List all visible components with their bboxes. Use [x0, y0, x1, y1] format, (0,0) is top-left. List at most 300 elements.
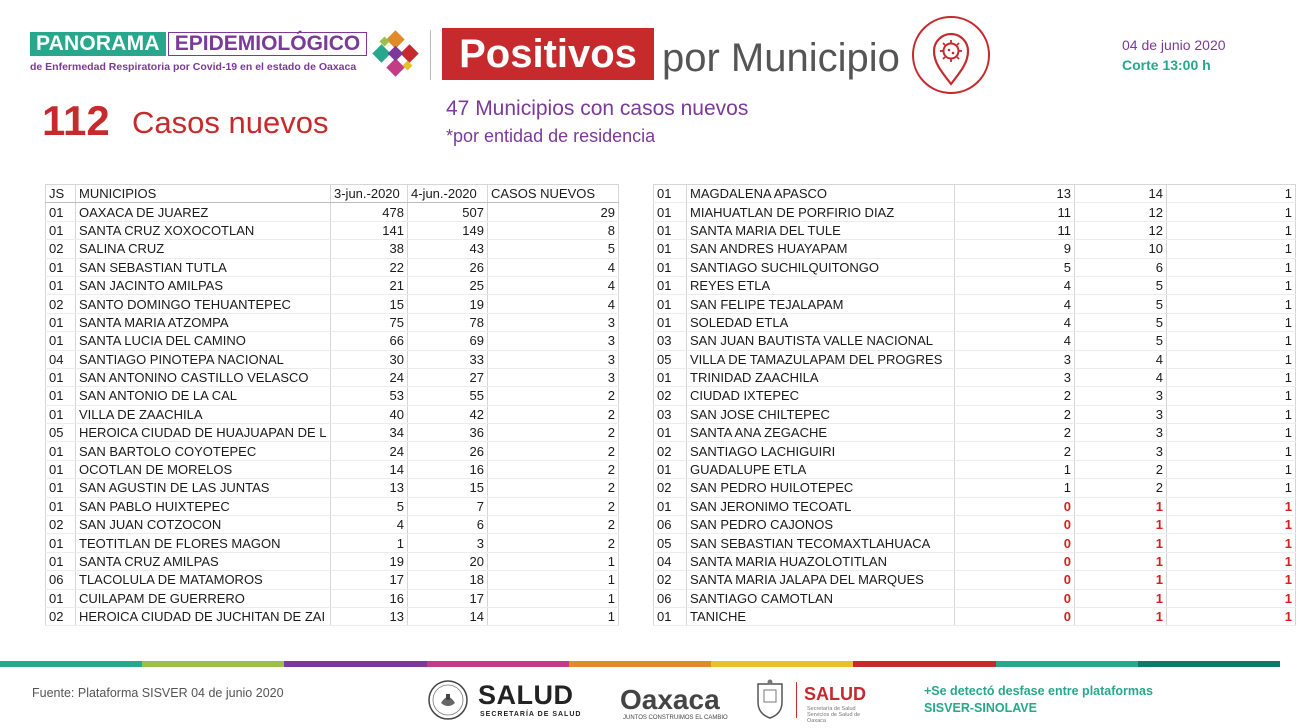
table-row — [46, 460, 619, 478]
table-row — [46, 552, 619, 570]
cell-new-cases: 1 — [488, 589, 619, 607]
table-row — [46, 203, 619, 221]
cell-jurisdiction: 01 — [654, 276, 687, 294]
cell-new-cases: 2 — [488, 405, 619, 423]
cell-cases-jun4: 12 — [1075, 221, 1167, 239]
cell-municipality: SANTIAGO SUCHILQUITONGO — [687, 258, 955, 276]
cell-jurisdiction: 02 — [46, 295, 76, 313]
cell-cases-jun3: 14 — [331, 460, 408, 478]
salud-oaxaca-subtitle: Secretaría de Salud Servicios de Salud de Oaxaca — [807, 706, 861, 724]
table-row — [654, 313, 1296, 331]
cell-jurisdiction: 02 — [654, 442, 687, 460]
table-row — [46, 295, 619, 313]
cell-jurisdiction: 01 — [46, 221, 76, 239]
cell-jurisdiction: 02 — [654, 387, 687, 405]
cell-cases-jun3: 40 — [331, 405, 408, 423]
salud-logo: SALUD — [478, 680, 574, 710]
cell-cases-jun4: 149 — [408, 221, 488, 239]
cell-cases-jun3: 0 — [955, 534, 1075, 552]
cell-municipality: SANTA LUCIA DEL CAMINO — [76, 332, 331, 350]
cell-jurisdiction: 01 — [654, 424, 687, 442]
cell-cases-jun3: 38 — [331, 240, 408, 258]
table-row — [654, 607, 1296, 625]
cell-cases-jun3: 2 — [955, 424, 1075, 442]
cell-cases-jun3: 2 — [955, 405, 1075, 423]
brand-panorama: PANORAMA — [30, 32, 166, 56]
cell-new-cases: 8 — [488, 221, 619, 239]
cell-jurisdiction: 05 — [46, 424, 76, 442]
cell-municipality: SANTA CRUZ AMILPAS — [76, 552, 331, 570]
table-row — [46, 387, 619, 405]
cell-municipality: SANTA ANA ZEGACHE — [687, 424, 955, 442]
cell-new-cases: 1 — [1167, 276, 1296, 294]
cell-cases-jun4: 18 — [408, 571, 488, 589]
cell-cases-jun4: 1 — [1075, 607, 1167, 625]
table-row — [654, 387, 1296, 405]
cell-new-cases: 2 — [488, 460, 619, 478]
cell-new-cases: 1 — [1167, 552, 1296, 570]
cell-new-cases: 1 — [1167, 240, 1296, 258]
cell-cases-jun3: 0 — [955, 589, 1075, 607]
cell-jurisdiction: 01 — [654, 368, 687, 386]
cell-cases-jun4: 20 — [408, 552, 488, 570]
municipalities-table-right — [653, 184, 1296, 626]
cell-cases-jun3: 13 — [955, 185, 1075, 203]
cell-new-cases: 1 — [1167, 203, 1296, 221]
report-date: 04 de junio 2020 — [1122, 37, 1226, 53]
cell-jurisdiction: 06 — [654, 516, 687, 534]
cell-cases-jun4: 26 — [408, 442, 488, 460]
cell-cases-jun3: 3 — [955, 350, 1075, 368]
table-header-row — [46, 185, 619, 203]
cell-jurisdiction: 02 — [654, 571, 687, 589]
cell-jurisdiction: 01 — [46, 313, 76, 331]
cell-cases-jun4: 12 — [1075, 203, 1167, 221]
cell-municipality: SAN PABLO HUIXTEPEC — [76, 497, 331, 515]
cell-municipality: SAN JUAN COTZOCON — [76, 516, 331, 534]
mexico-shield-seal-icon — [427, 679, 469, 721]
cell-jurisdiction: 01 — [46, 497, 76, 515]
cell-municipality: SAN JERONIMO TECOATL — [687, 497, 955, 515]
cell-new-cases: 2 — [488, 497, 619, 515]
cell-cases-jun4: 4 — [1075, 368, 1167, 386]
cell-cases-jun4: 43 — [408, 240, 488, 258]
cell-cases-jun4: 1 — [1075, 534, 1167, 552]
stripe-segment — [427, 661, 569, 667]
cell-cases-jun3: 21 — [331, 276, 408, 294]
cell-cases-jun3: 478 — [331, 203, 408, 221]
cell-municipality: CIUDAD IXTEPEC — [687, 387, 955, 405]
cell-cases-jun4: 3 — [1075, 387, 1167, 405]
new-cases-count: 112 — [42, 97, 110, 144]
table-row — [46, 571, 619, 589]
cell-municipality: SAN SEBASTIAN TUTLA — [76, 258, 331, 276]
column-header: MUNICIPIOS — [76, 185, 331, 203]
cell-municipality: SOLEDAD ETLA — [687, 313, 955, 331]
cell-jurisdiction: 02 — [654, 479, 687, 497]
brand-epidemiologico: EPIDEMIOLÓGICO — [168, 32, 368, 56]
cell-cases-jun3: 5 — [331, 497, 408, 515]
cell-municipality: SANTO DOMINGO TEHUANTEPEC — [76, 295, 331, 313]
cell-municipality: SANTA MARIA HUAZOLOTITLAN — [687, 552, 955, 570]
cell-cases-jun3: 13 — [331, 607, 408, 625]
cell-municipality: VILLA DE TAMAZULAPAM DEL PROGRES — [687, 350, 955, 368]
cell-new-cases: 2 — [488, 387, 619, 405]
cell-municipality: SANTA MARIA ATZOMPA — [76, 313, 331, 331]
cell-new-cases: 5 — [488, 240, 619, 258]
cell-cases-jun4: 6 — [1075, 258, 1167, 276]
cell-cases-jun4: 1 — [1075, 497, 1167, 515]
cell-new-cases: 1 — [1167, 221, 1296, 239]
cell-jurisdiction: 03 — [654, 405, 687, 423]
cell-jurisdiction: 05 — [654, 534, 687, 552]
cell-cases-jun3: 0 — [955, 571, 1075, 589]
cell-jurisdiction: 01 — [46, 258, 76, 276]
cell-new-cases: 1 — [488, 607, 619, 625]
cell-jurisdiction: 01 — [654, 240, 687, 258]
cell-jurisdiction: 01 — [654, 295, 687, 313]
cell-municipality: SANTA MARIA DEL TULE — [687, 221, 955, 239]
cell-cases-jun3: 2 — [955, 387, 1075, 405]
cell-cases-jun4: 17 — [408, 589, 488, 607]
cell-cases-jun3: 13 — [331, 479, 408, 497]
cell-cases-jun4: 3 — [1075, 442, 1167, 460]
table-row — [46, 221, 619, 239]
cell-cases-jun4: 26 — [408, 258, 488, 276]
municipalities-count: 47 Municipios con casos nuevos — [446, 97, 749, 120]
table-row — [654, 185, 1296, 203]
cell-municipality: SANTIAGO LACHIGUIRI — [687, 442, 955, 460]
cell-cases-jun4: 55 — [408, 387, 488, 405]
municipalities-note: *por entidad de residencia — [446, 126, 656, 146]
cell-jurisdiction: 01 — [654, 185, 687, 203]
cell-cases-jun4: 27 — [408, 368, 488, 386]
cell-new-cases: 1 — [1167, 589, 1296, 607]
stripe-segment — [569, 661, 711, 667]
cell-new-cases: 1 — [1167, 571, 1296, 589]
cell-municipality: SAN JUAN BAUTISTA VALLE NACIONAL — [687, 332, 955, 350]
table-row — [46, 607, 619, 625]
table-row — [46, 589, 619, 607]
cell-new-cases: 2 — [488, 534, 619, 552]
cell-jurisdiction: 06 — [46, 571, 76, 589]
cell-cases-jun4: 25 — [408, 276, 488, 294]
cell-municipality: SAN AGUSTIN DE LAS JUNTAS — [76, 479, 331, 497]
table-row — [46, 534, 619, 552]
cell-municipality: MIAHUATLAN DE PORFIRIO DIAZ — [687, 203, 955, 221]
cell-cases-jun3: 4 — [955, 313, 1075, 331]
cell-jurisdiction: 01 — [654, 607, 687, 625]
table-row — [654, 479, 1296, 497]
table-row — [46, 405, 619, 423]
cell-cases-jun4: 1 — [1075, 552, 1167, 570]
cell-cases-jun3: 15 — [331, 295, 408, 313]
cell-municipality: HEROICA CIUDAD DE HUAJUAPAN DE L — [76, 424, 331, 442]
cell-new-cases: 1 — [1167, 368, 1296, 386]
cell-jurisdiction: 02 — [46, 516, 76, 534]
stripe-segment — [284, 661, 426, 667]
cell-municipality: SALINA CRUZ — [76, 240, 331, 258]
cell-municipality: SANTIAGO PINOTEPA NACIONAL — [76, 350, 331, 368]
stripe-segment — [1138, 661, 1280, 667]
salud-oaxaca-logo: SALUD — [804, 684, 866, 704]
cell-new-cases: 1 — [1167, 332, 1296, 350]
cell-municipality: REYES ETLA — [687, 276, 955, 294]
cell-cases-jun3: 4 — [955, 332, 1075, 350]
table-row — [654, 350, 1296, 368]
platform-names-note: SISVER-SINOLAVE — [924, 701, 1037, 715]
cell-jurisdiction: 04 — [46, 350, 76, 368]
table-row — [46, 424, 619, 442]
cell-cases-jun4: 19 — [408, 295, 488, 313]
cell-cases-jun3: 4 — [955, 276, 1075, 294]
cell-new-cases: 2 — [488, 442, 619, 460]
stripe-segment — [853, 661, 995, 667]
cell-cases-jun4: 15 — [408, 479, 488, 497]
table-row — [654, 203, 1296, 221]
cell-cases-jun4: 14 — [408, 607, 488, 625]
cell-jurisdiction: 01 — [654, 460, 687, 478]
cell-cases-jun4: 2 — [1075, 479, 1167, 497]
cell-cases-jun4: 6 — [408, 516, 488, 534]
cell-cases-jun3: 16 — [331, 589, 408, 607]
cell-cases-jun3: 0 — [955, 497, 1075, 515]
cell-new-cases: 4 — [488, 258, 619, 276]
cell-municipality: SANTIAGO CAMOTLAN — [687, 589, 955, 607]
table-row — [654, 497, 1296, 515]
cell-cases-jun4: 2 — [1075, 460, 1167, 478]
cell-new-cases: 1 — [488, 571, 619, 589]
cell-municipality: SAN SEBASTIAN TECOMAXTLAHUACA — [687, 534, 955, 552]
cell-municipality: SAN FELIPE TEJALAPAM — [687, 295, 955, 313]
cell-new-cases: 1 — [1167, 185, 1296, 203]
cell-cases-jun4: 7 — [408, 497, 488, 515]
cell-new-cases: 1 — [1167, 479, 1296, 497]
cell-municipality: SAN JOSE CHILTEPEC — [687, 405, 955, 423]
cell-municipality: SANTA CRUZ XOXOCOTLAN — [76, 221, 331, 239]
cell-cases-jun4: 5 — [1075, 276, 1167, 294]
cell-municipality: SAN BARTOLO COYOTEPEC — [76, 442, 331, 460]
cell-cases-jun3: 24 — [331, 368, 408, 386]
cell-cases-jun4: 16 — [408, 460, 488, 478]
cell-cases-jun3: 141 — [331, 221, 408, 239]
cell-cases-jun3: 11 — [955, 203, 1075, 221]
cell-jurisdiction: 01 — [654, 258, 687, 276]
table-row — [654, 368, 1296, 386]
cell-cases-jun4: 1 — [1075, 571, 1167, 589]
cell-cases-jun3: 17 — [331, 571, 408, 589]
cell-cases-jun3: 4 — [955, 295, 1075, 313]
table-row — [654, 571, 1296, 589]
cell-municipality: OAXACA DE JUAREZ — [76, 203, 331, 221]
table-row — [46, 258, 619, 276]
cell-municipality: GUADALUPE ETLA — [687, 460, 955, 478]
table-row — [46, 479, 619, 497]
table-row — [46, 442, 619, 460]
oaxaca-logo-subtitle: JUNTOS CONSTRUIMOS EL CAMBIO — [623, 715, 728, 721]
cell-cases-jun3: 2 — [955, 442, 1075, 460]
cell-municipality: TLACOLULA DE MATAMOROS — [76, 571, 331, 589]
cell-jurisdiction: 01 — [46, 552, 76, 570]
cell-jurisdiction: 06 — [654, 589, 687, 607]
cell-municipality: CUILAPAM DE GUERRERO — [76, 589, 331, 607]
cell-new-cases: 29 — [488, 203, 619, 221]
cell-jurisdiction: 01 — [654, 497, 687, 515]
cell-cases-jun4: 14 — [1075, 185, 1167, 203]
cell-cases-jun3: 34 — [331, 424, 408, 442]
table-row — [46, 313, 619, 331]
cell-cases-jun3: 53 — [331, 387, 408, 405]
cell-new-cases: 4 — [488, 295, 619, 313]
stripe-segment — [996, 661, 1138, 667]
cell-cases-jun4: 33 — [408, 350, 488, 368]
brand-subtitle: de Enfermedad Respiratoria por Covid-19 en el estado de Oaxaca — [30, 61, 357, 73]
column-header: JS — [46, 185, 76, 203]
cell-cases-jun3: 30 — [331, 350, 408, 368]
cell-jurisdiction: 01 — [46, 442, 76, 460]
cell-new-cases: 3 — [488, 313, 619, 331]
stripe-segment — [0, 661, 142, 667]
cell-cases-jun3: 0 — [955, 552, 1075, 570]
cell-jurisdiction: 05 — [654, 350, 687, 368]
column-header: 3-jun.-2020 — [331, 185, 408, 203]
cell-municipality: SAN PEDRO CAJONOS — [687, 516, 955, 534]
cell-cases-jun4: 507 — [408, 203, 488, 221]
cell-jurisdiction: 01 — [46, 203, 76, 221]
colored-diamond-flower-icon — [372, 30, 420, 78]
cell-municipality: TRINIDAD ZAACHILA — [687, 368, 955, 386]
cell-cases-jun4: 4 — [1075, 350, 1167, 368]
cell-cases-jun3: 5 — [955, 258, 1075, 276]
cell-municipality: SAN ANTONIO DE LA CAL — [76, 387, 331, 405]
cell-cases-jun4: 5 — [1075, 313, 1167, 331]
table-row — [654, 460, 1296, 478]
cell-municipality: HEROICA CIUDAD DE JUCHITAN DE ZAI — [76, 607, 331, 625]
cell-new-cases: 3 — [488, 332, 619, 350]
table-row — [654, 552, 1296, 570]
table-row — [654, 258, 1296, 276]
table-row — [46, 350, 619, 368]
cell-cases-jun4: 5 — [1075, 295, 1167, 313]
cell-new-cases: 3 — [488, 368, 619, 386]
column-header: CASOS NUEVOS — [488, 185, 619, 203]
cell-municipality: TEOTITLAN DE FLORES MAGON — [76, 534, 331, 552]
table-row — [46, 332, 619, 350]
table-row — [654, 332, 1296, 350]
stripe-segment — [142, 661, 284, 667]
cell-municipality: SAN ANDRES HUAYAPAM — [687, 240, 955, 258]
cell-cases-jun3: 66 — [331, 332, 408, 350]
cell-cases-jun3: 1 — [331, 534, 408, 552]
cell-new-cases: 1 — [1167, 295, 1296, 313]
cell-new-cases: 1 — [1167, 442, 1296, 460]
cell-jurisdiction: 01 — [654, 221, 687, 239]
cell-new-cases: 1 — [1167, 258, 1296, 276]
report-cutoff: Corte 13:00 h — [1122, 57, 1211, 73]
cell-new-cases: 1 — [1167, 405, 1296, 423]
cell-cases-jun3: 1 — [955, 460, 1075, 478]
cell-cases-jun3: 11 — [955, 221, 1075, 239]
cell-cases-jun4: 1 — [1075, 589, 1167, 607]
table-row — [46, 276, 619, 294]
cell-cases-jun3: 0 — [955, 607, 1075, 625]
cell-cases-jun4: 42 — [408, 405, 488, 423]
cell-municipality: TANICHE — [687, 607, 955, 625]
table-row — [46, 516, 619, 534]
cell-new-cases: 1 — [488, 552, 619, 570]
cell-jurisdiction: 04 — [654, 552, 687, 570]
cell-jurisdiction: 01 — [46, 534, 76, 552]
cell-new-cases: 1 — [1167, 387, 1296, 405]
cell-cases-jun4: 78 — [408, 313, 488, 331]
cell-jurisdiction: 01 — [46, 460, 76, 478]
cell-cases-jun3: 22 — [331, 258, 408, 276]
cell-jurisdiction: 01 — [654, 313, 687, 331]
platform-offset-note: +Se detectó desfase entre plataformas — [924, 684, 1153, 698]
cell-jurisdiction: 01 — [46, 368, 76, 386]
cell-municipality: OCOTLAN DE MORELOS — [76, 460, 331, 478]
cell-cases-jun3: 9 — [955, 240, 1075, 258]
cell-cases-jun3: 24 — [331, 442, 408, 460]
table-row — [46, 368, 619, 386]
salud-logo-subtitle: SECRETARÍA DE SALUD — [480, 711, 582, 718]
cell-cases-jun3: 4 — [331, 516, 408, 534]
cell-jurisdiction: 01 — [46, 589, 76, 607]
cell-municipality: VILLA DE ZAACHILA — [76, 405, 331, 423]
cell-municipality: SAN JACINTO AMILPAS — [76, 276, 331, 294]
cell-new-cases: 1 — [1167, 350, 1296, 368]
cell-new-cases: 2 — [488, 516, 619, 534]
cell-jurisdiction: 01 — [46, 332, 76, 350]
table-row — [654, 516, 1296, 534]
cell-new-cases: 3 — [488, 350, 619, 368]
table-row — [654, 589, 1296, 607]
table-row — [654, 424, 1296, 442]
cell-jurisdiction: 01 — [46, 387, 76, 405]
cell-new-cases: 2 — [488, 424, 619, 442]
table-row — [654, 221, 1296, 239]
cell-cases-jun3: 0 — [955, 516, 1075, 534]
cell-municipality: MAGDALENA APASCO — [687, 185, 955, 203]
cell-new-cases: 1 — [1167, 497, 1296, 515]
cell-cases-jun4: 3 — [1075, 424, 1167, 442]
title-positivos: Positivos — [442, 28, 654, 80]
cell-municipality: SANTA MARIA JALAPA DEL MARQUES — [687, 571, 955, 589]
cell-cases-jun4: 69 — [408, 332, 488, 350]
cell-new-cases: 1 — [1167, 534, 1296, 552]
footer-color-stripe — [0, 661, 1280, 667]
cell-jurisdiction: 02 — [46, 240, 76, 258]
cell-cases-jun3: 75 — [331, 313, 408, 331]
cell-cases-jun4: 10 — [1075, 240, 1167, 258]
new-cases-label: Casos nuevos — [132, 105, 329, 140]
header-divider — [430, 30, 431, 80]
cell-new-cases: 1 — [1167, 424, 1296, 442]
source-note: Fuente: Plataforma SISVER 04 de junio 2020 — [32, 686, 284, 700]
table-row — [654, 442, 1296, 460]
municipalities-table-left — [45, 184, 619, 626]
title-por-municipio: por Municipio — [662, 36, 900, 80]
stripe-segment — [711, 661, 853, 667]
cell-jurisdiction: 03 — [654, 332, 687, 350]
cell-municipality: SAN ANTONINO CASTILLO VELASCO — [76, 368, 331, 386]
table-row — [654, 534, 1296, 552]
cell-cases-jun4: 3 — [1075, 405, 1167, 423]
cell-new-cases: 1 — [1167, 607, 1296, 625]
cell-cases-jun4: 36 — [408, 424, 488, 442]
cell-municipality: SAN PEDRO HUILOTEPEC — [687, 479, 955, 497]
cell-new-cases: 4 — [488, 276, 619, 294]
